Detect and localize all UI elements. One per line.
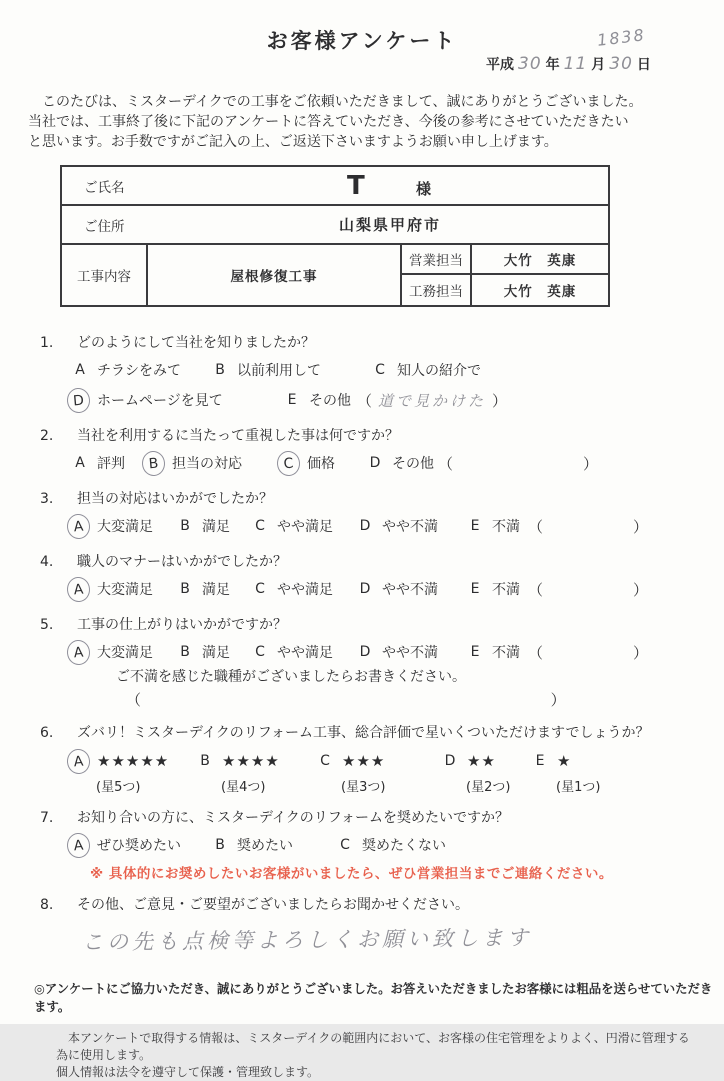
q5-options-row [72,639,724,665]
q6-star-count-labels [72,776,724,795]
option-letter: A [75,362,85,378]
option-letter: A [66,748,91,775]
star-option-c [317,750,442,772]
question-6 [40,723,724,795]
option-letter: C [340,837,350,853]
option-letter: D [369,455,381,471]
option-label: 以前利用して [237,363,321,379]
option-letter: C [255,581,265,597]
option-letter: A [66,513,91,540]
option-letter: C [255,644,265,660]
option-letter: B [180,581,190,597]
option-e [467,578,520,600]
answer-paren-open: （ [528,643,544,662]
option-label: 知人の紹介で [397,363,481,379]
option-letter: D [359,644,371,660]
option-a-circled [72,833,212,858]
date-year-handwritten: 30 [518,54,542,74]
date-line [486,54,651,74]
q1-options-row-1 [72,357,724,383]
option-letter: B [215,362,225,378]
question-5 [40,615,724,710]
option-a [72,452,147,474]
construction-manager-label: 工務担当 [402,275,472,305]
thanks-note: ◎アンケートにご協力いただき、誠にありがとうございました。お答えいただきましたお客様には粗品を送らせていただきます。 [34,981,713,1014]
option-d [357,641,467,663]
star-option-a-circled [72,749,197,774]
three-stars-icon: ★★★ [342,752,386,770]
name-row [62,167,608,206]
question-number: 4. [40,554,54,570]
option-letter: B [180,518,190,534]
option-label: やや満足 [277,519,333,535]
option-label: チラシをみて [97,363,181,379]
option-letter: E [470,581,480,597]
option-label: 不満 [492,645,520,661]
q3-options-row [72,513,724,539]
sales-manager-value: 大竹 英康 [472,245,608,275]
answer-paren-open: （ [438,454,454,473]
option-e [284,389,351,411]
option-letter: E [470,644,480,660]
question-2 [40,426,724,476]
privacy-line: 本アンケートで取得する情報は、ミスターデイクの範囲内において、お客様の住宅管理をよりよく、円滑に管理する為に使用します。 [56,1031,690,1062]
star-count-label: (星4つ) [221,780,266,795]
option-letter: E [535,753,545,769]
question-text: その他、ご意見・ご要望がございましたらお聞かせください。 [77,897,469,913]
name-handwritten: T [347,170,365,201]
star-count-label: (星2つ) [466,780,511,795]
question-7 [40,808,724,882]
intro-line: と思います。お手数ですがご記入の上、ご返送下さいますようお願い申し上げます。 [28,134,558,150]
address-label: ご住所 [84,218,125,235]
question-number: 1. [40,335,54,351]
star-option-b [197,750,317,772]
option-c [337,834,446,856]
option-label: やや不満 [382,582,438,598]
option-b [177,578,252,600]
question-text: 担当の対応はいかがでしたか？ [77,491,273,507]
sales-manager-label: 営業担当 [402,245,472,275]
option-label: 価格 [307,456,335,472]
question-number: 6. [40,725,54,741]
option-label: 大変満足 [97,582,153,598]
work-value: 屋根修復工事 [148,245,402,305]
option-label: 満足 [202,645,230,661]
question-text: 当社を利用するに当たって重視した事は何ですか？ [77,428,399,444]
date-month-handwritten: 11 [563,54,588,74]
referral-contact-note: ※ 具体的にお奨めしたいお客様がいましたら、ぜひ営業担当までご連絡ください。 [90,866,613,882]
star-option-d [442,750,532,772]
answer-paren-close: ） [550,691,566,709]
option-letter: C [276,450,301,477]
q6-star-options [72,748,724,774]
page-title: お客様アンケート [266,29,458,53]
question-text: 職人のマナーはいかがでしたか？ [77,554,287,570]
option-b [212,359,372,381]
question-number: 2. [40,428,54,444]
five-stars-icon: ★★★★★ [97,752,170,770]
option-label: やや不満 [382,519,438,535]
star-count-label: (星5つ) [96,780,141,795]
answer-paren-open: （ [528,517,544,536]
privacy-line: 個人情報は法令を遵守して保護・管理致します。 [56,1065,320,1079]
option-label: やや不満 [382,645,438,661]
four-stars-icon: ★★★★ [222,752,280,770]
q1-options-row-2 [72,387,724,413]
q5-dissatisfaction-note: ご不満を感じた職種がございましたらお書きください。 [116,669,466,685]
option-c [252,641,357,663]
option-letter: A [66,639,91,666]
answer-paren-open: （ [357,391,373,410]
question-text: ズバリ！ミスターデイクのリフォーム工事、総合評価で星いくついただけますでしょうか？ [77,725,650,741]
other-answer-handwritten: 道で見かけた [378,391,487,410]
construction-manager-value: 大竹 英康 [503,284,577,300]
answer-paren-close: ） [583,454,599,473]
option-letter: A [75,455,85,471]
free-comment-handwritten: この先も点検等よろしくお願い致します [81,925,533,955]
star-count-label: (星1つ) [556,780,601,795]
option-label: 評判 [97,456,125,472]
option-letter: D [359,518,371,534]
intro-paragraph [28,92,704,152]
option-d [357,578,467,600]
option-letter: C [375,362,385,378]
two-stars-icon: ★★ [467,752,496,770]
question-1 [40,333,724,413]
question-text: 工事の仕上がりはいかがですか？ [77,617,287,633]
option-label: 不満 [492,519,520,535]
answer-paren-close: ） [633,643,649,662]
work-label: 工事内容 [62,245,148,305]
option-label: ホームページを見て [97,393,223,409]
option-label: 不満 [492,582,520,598]
date-month-label: 月 [591,57,606,73]
option-c [372,359,481,381]
option-label: 満足 [202,519,230,535]
date-day-label: 日 [636,57,651,73]
option-letter: B [200,753,210,769]
option-letter: D [444,753,456,769]
option-a-circled [72,577,177,602]
option-letter: D [66,387,91,414]
question-number: 8. [40,897,54,913]
question-list [40,333,724,953]
answer-paren-close: ） [633,517,649,536]
option-letter: B [180,644,190,660]
option-a [72,359,212,381]
question-8 [40,895,724,953]
handwritten-serial: 1838 [596,25,647,50]
option-letter: A [66,832,91,859]
name-value [172,171,608,201]
option-label: 担当の対応 [172,456,242,472]
question-number: 5. [40,617,54,633]
option-label: ぜひ奨めたい [97,838,181,854]
option-label: 奨めたい [237,838,293,854]
name-label: ご氏名 [84,179,125,196]
work-row [62,245,608,305]
q5-answer-parens [126,689,724,710]
address-value: 山梨県甲府市 [338,216,441,234]
answer-paren-open: （ [126,691,142,709]
option-letter: C [320,753,330,769]
option-d [357,515,467,537]
question-4 [40,552,724,602]
question-text: お知り合いの方に、ミスターデイクのリフォームを奨めたいですか？ [77,810,510,826]
option-c-circled [282,451,367,476]
one-star-icon: ★ [557,752,572,770]
answer-paren-close: ） [633,580,649,599]
question-3 [40,489,724,539]
option-c [252,578,357,600]
option-letter: E [470,518,480,534]
option-b [212,834,337,856]
question-number: 7. [40,810,54,826]
option-a-circled [72,514,177,539]
option-c [252,515,357,537]
star-option-e [532,750,571,772]
option-letter: B [215,837,225,853]
date-year-label: 年 [545,57,560,73]
option-label: その他 [309,393,351,409]
question-text: どのようにして当社を知りましたか？ [77,335,315,351]
date-day-handwritten: 30 [609,54,633,74]
option-label: 大変満足 [97,645,153,661]
question-number: 3. [40,491,54,507]
option-d [367,452,434,474]
option-letter: A [66,576,91,603]
answer-paren-open: （ [528,580,544,599]
answer-paren-close: ） [492,391,508,410]
option-label: 満足 [202,582,230,598]
intro-line: このたびは、ミスターデイクでの工事をご依頼いただきまして、誠にありがとうございました。 [28,94,643,110]
option-label: その他 [392,456,434,472]
address-row [62,206,608,245]
option-b-circled [147,451,282,476]
option-b [177,515,252,537]
q2-options-row [72,450,724,476]
option-letter: E [287,392,297,408]
option-label: 奨めたくない [362,838,446,854]
date-era: 平成 [486,57,514,73]
option-e [467,641,520,663]
name-honorific: 様 [415,179,433,198]
intro-line: 当社では、工事終了後に下記のアンケートに答えていただき、今後の参考にさせていただきたい [28,114,629,130]
option-label: やや満足 [277,582,333,598]
option-letter: C [255,518,265,534]
option-e [467,515,520,537]
star-count-label: (星3つ) [341,780,386,795]
option-letter: D [359,581,371,597]
q4-options-row [72,576,724,602]
option-label: やや満足 [277,645,333,661]
q7-options-row [72,832,724,858]
option-a-circled [72,640,177,665]
customer-info-table [60,165,610,307]
privacy-statement [56,1030,696,1081]
option-letter: B [141,450,166,477]
option-d-circled [72,388,284,413]
option-b [177,641,252,663]
option-label: 大変満足 [97,519,153,535]
